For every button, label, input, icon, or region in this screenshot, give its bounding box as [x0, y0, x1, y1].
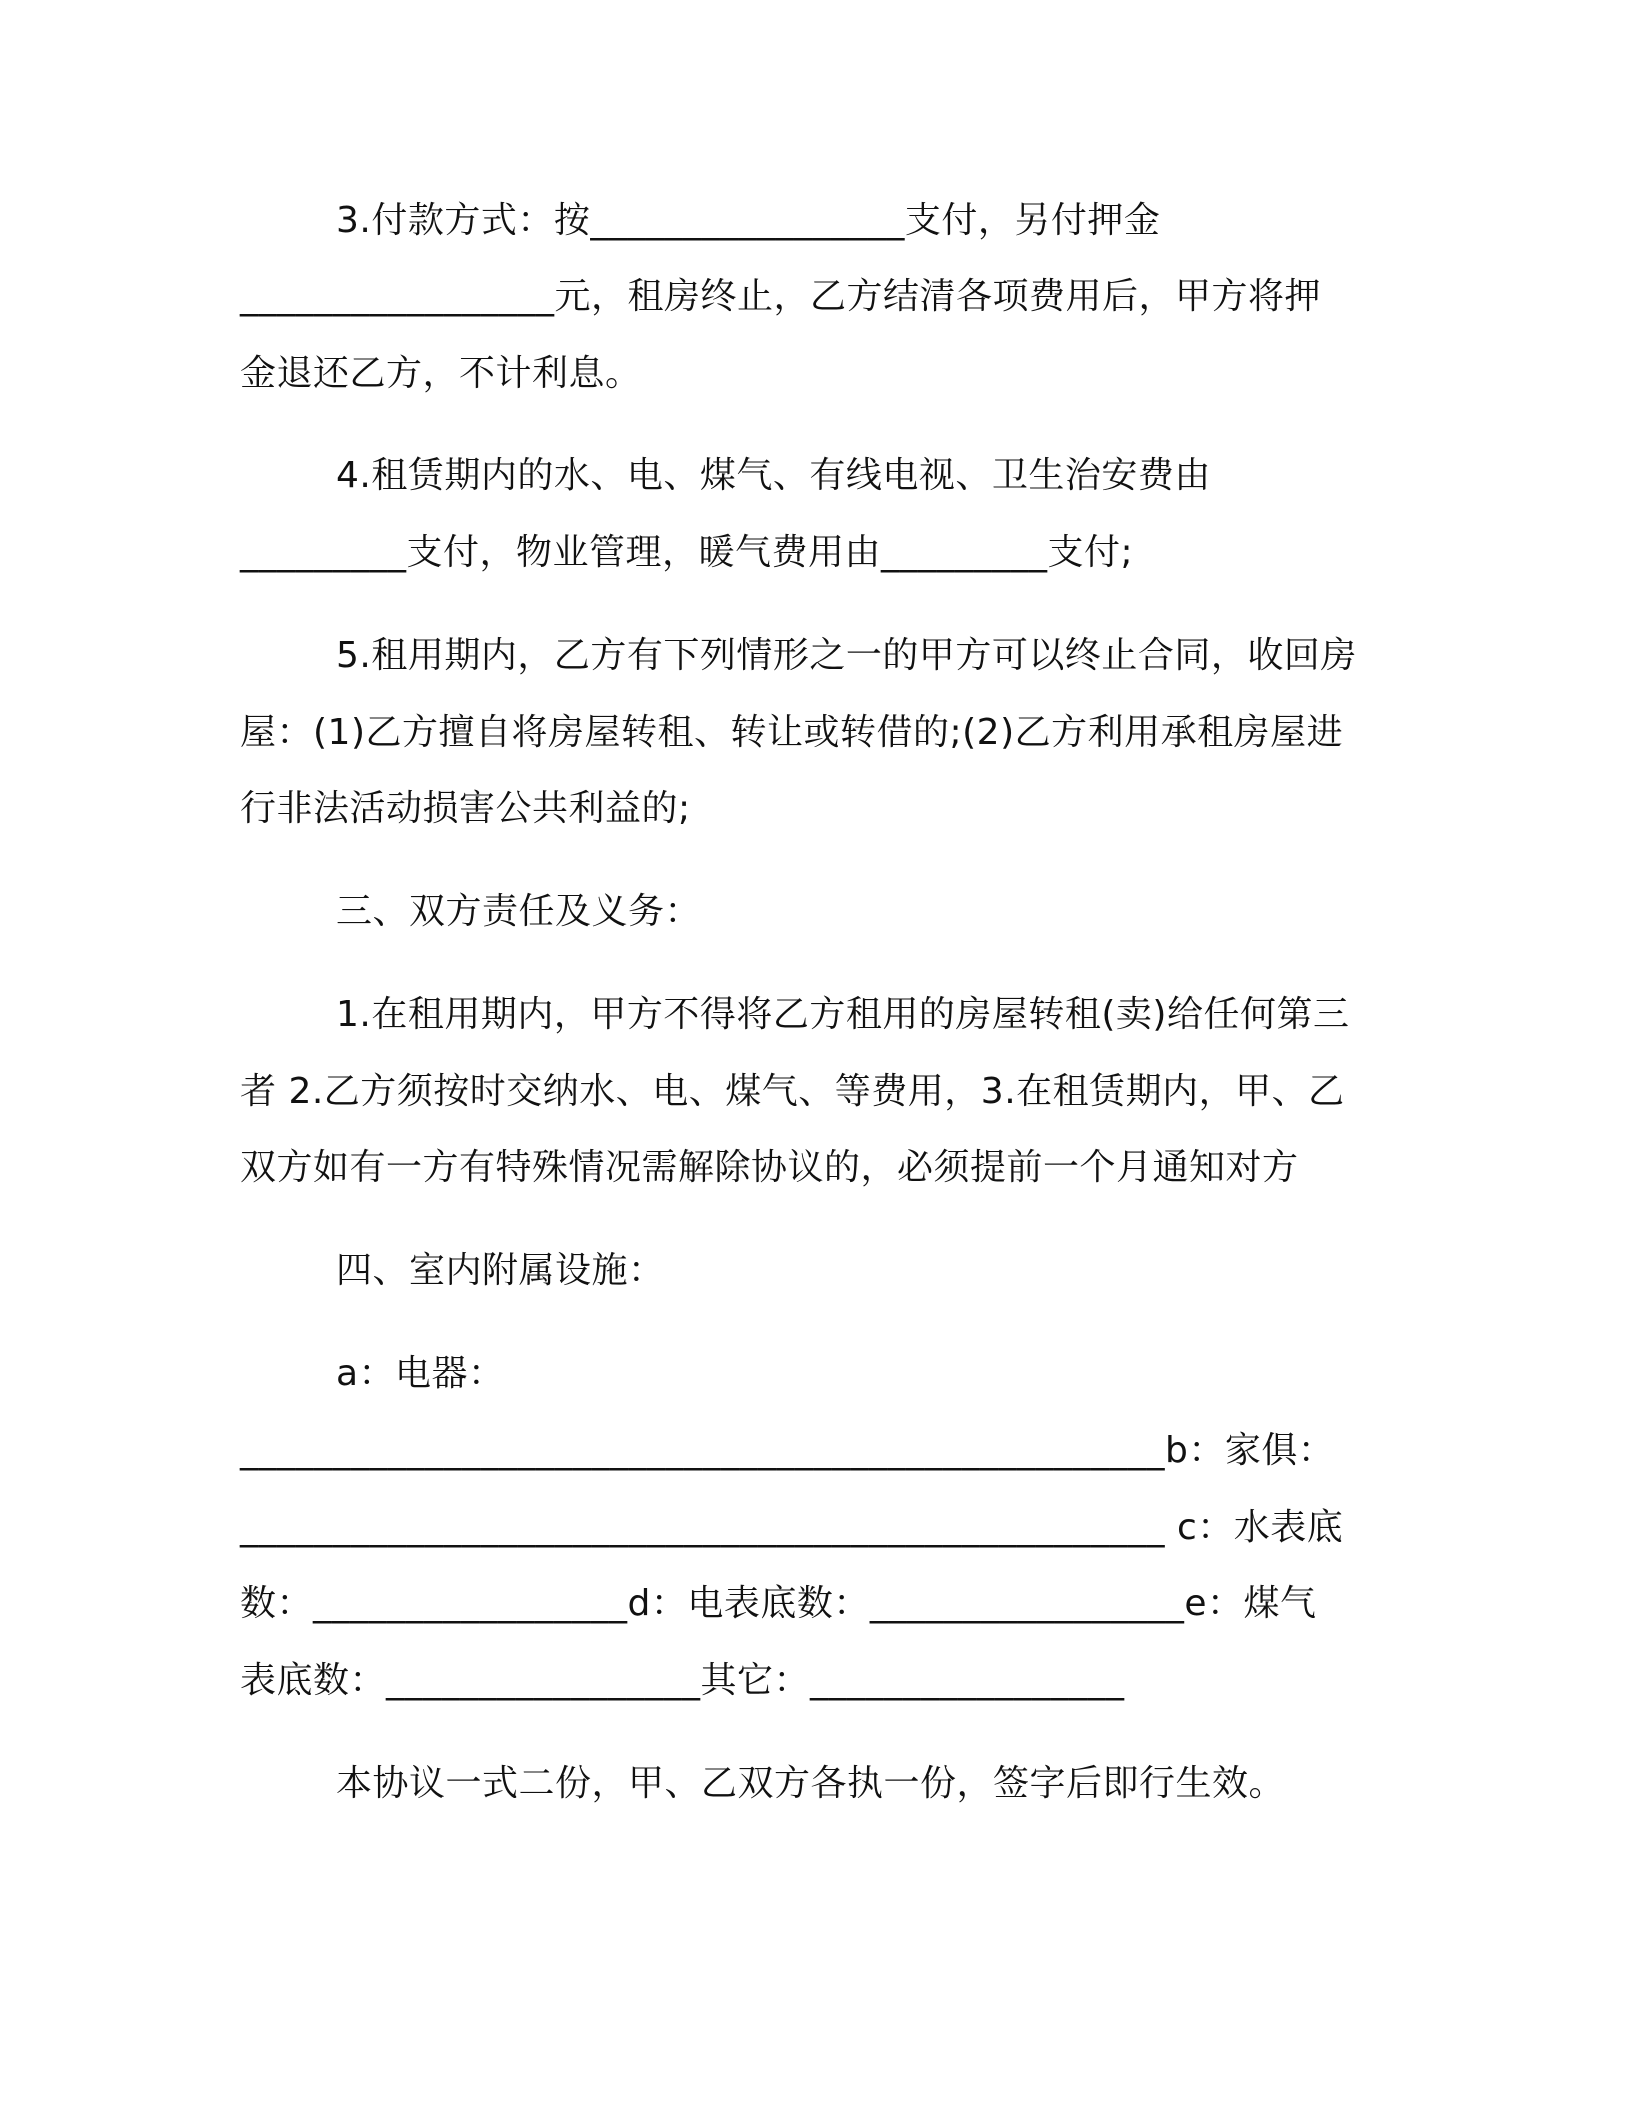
utilities-clause-line-1: 4.租赁期内的水、电、煤气、有线电视、卫生治安费由: [336, 455, 1211, 496]
responsibilities-line-3: 双方如有一方有特殊情况需解除协议的，必须提前一个月通知对方: [240, 1147, 1299, 1188]
responsibilities-line-2: 者 2.乙方须按时交纳水、电、煤气、等费用，3.在租赁期内，甲、乙: [240, 1071, 1345, 1112]
utilities-clause-line-2: _________支付，物业管理，暖气费用由_________支付;: [240, 532, 1134, 573]
termination-clause-line-2: 屋：(1)乙方擅自将房屋转租、转让或转借的;(2)乙方利用承租房屋进: [240, 712, 1344, 753]
payment-clause-line-1: 3.付款方式：按_________________支付，另付押金: [336, 200, 1161, 241]
facilities-line-2: __________________________________________________b：家俱：: [240, 1430, 1335, 1471]
closing-statement: 本协议一式二份，甲、乙双方各执一份，签字后即行生效。: [336, 1763, 1286, 1804]
termination-clause-line-1: 5.租用期内，乙方有下列情形之一的甲方可以终止合同，收回房: [336, 635, 1357, 676]
payment-clause-line-3: 金退还乙方，不计利息。: [240, 353, 642, 394]
section-3-title: 三、双方责任及义务：: [336, 891, 702, 932]
section-4-title: 四、室内附属设施：: [336, 1250, 665, 1291]
facilities-appliances-label: a：电器：: [336, 1353, 505, 1394]
payment-clause-line-2: _________________元，租房终止，乙方结清各项费用后，甲方将押: [240, 276, 1322, 317]
facilities-line-3: __________________________________________________ c：水表底: [240, 1507, 1344, 1548]
termination-clause-line-3: 行非法活动损害公共利益的;: [240, 788, 691, 829]
facilities-line-4: 数：_________________d：电表底数：_________________e：煤气: [240, 1583, 1317, 1624]
facilities-line-5: 表底数：_________________其它：_________________: [240, 1660, 1125, 1701]
responsibilities-line-1: 1.在租用期内，甲方不得将乙方租用的房屋转租(卖)给任何第三: [336, 994, 1350, 1035]
